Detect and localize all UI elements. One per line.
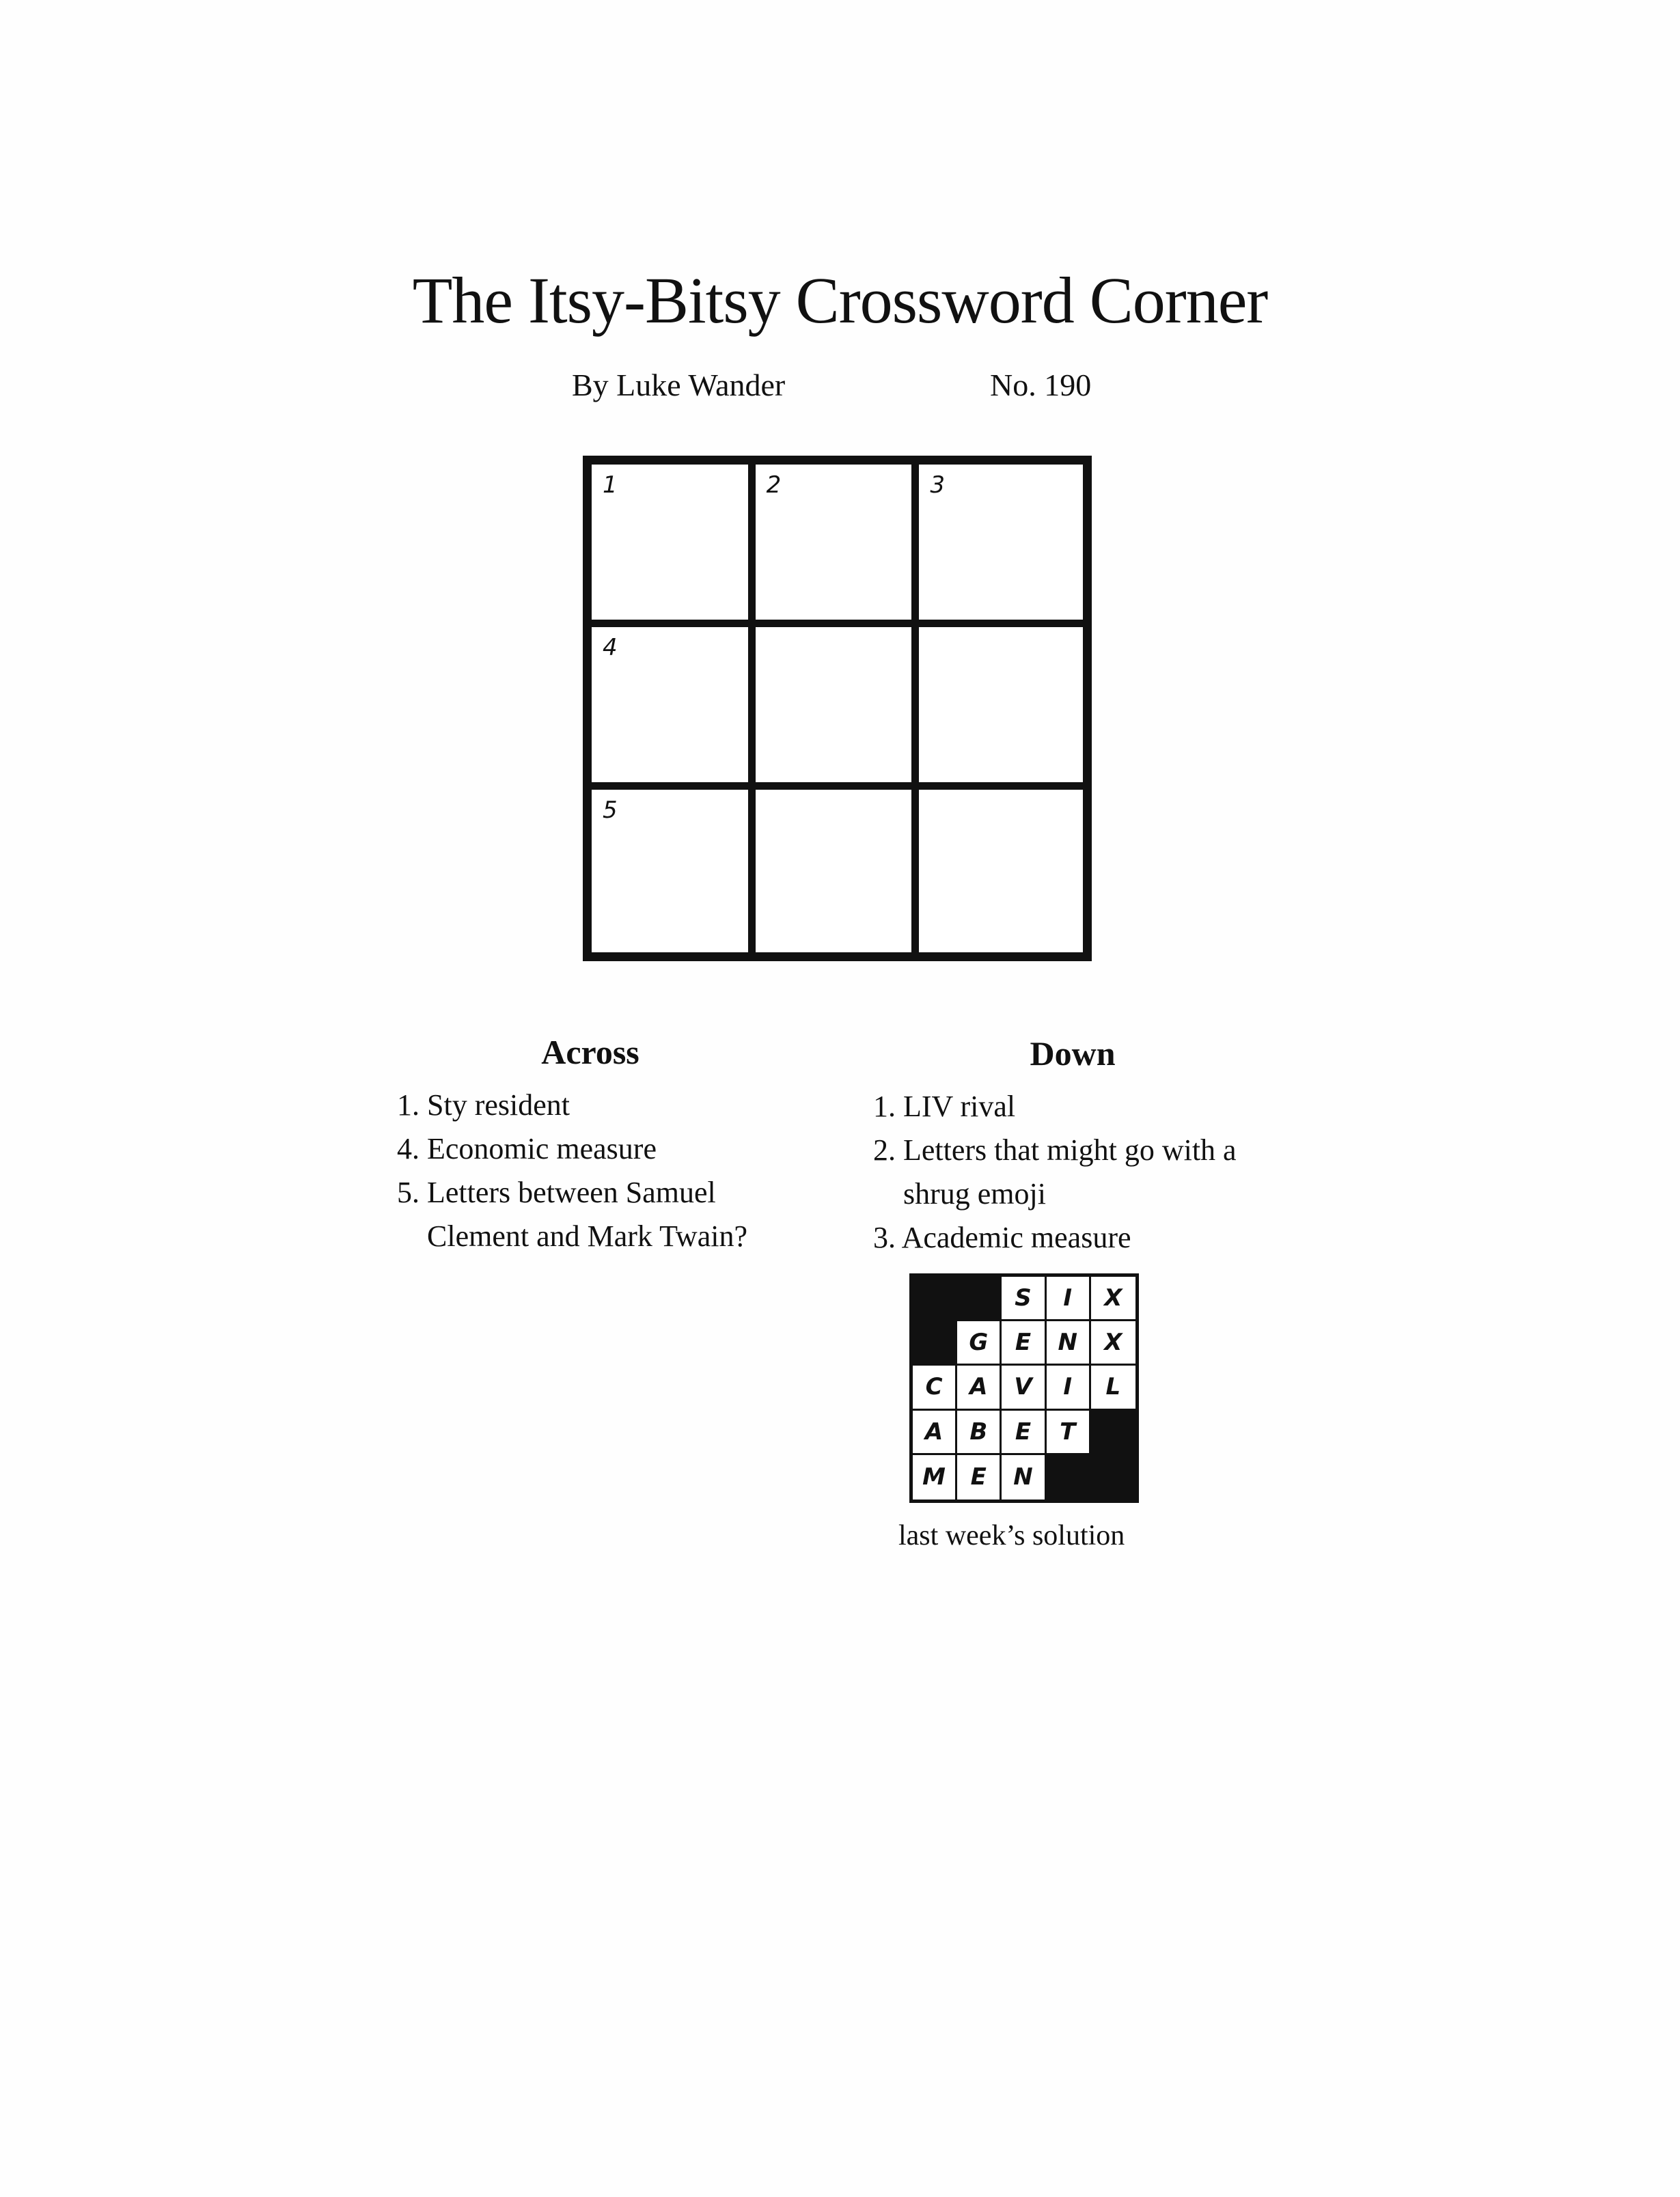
solution-letter-cell: A — [957, 1366, 1002, 1410]
solution-letter-cell: X — [1091, 1321, 1135, 1366]
cell-number: 4 — [603, 634, 618, 661]
solution-letter-cell: N — [1047, 1321, 1091, 1366]
grid-cell[interactable] — [756, 465, 920, 627]
solution-black-cell — [913, 1277, 957, 1321]
solution-letter-cell: I — [1047, 1277, 1091, 1321]
author-byline: By Luke Wander — [572, 368, 786, 402]
grid-cell[interactable] — [919, 465, 1083, 627]
grid-cell[interactable] — [592, 790, 756, 952]
down-clue: 3. Academic measure — [873, 1221, 1131, 1254]
across-clue: 1. Sty resident — [397, 1088, 570, 1122]
grid-cell[interactable] — [756, 790, 920, 952]
grid-cell[interactable] — [919, 627, 1083, 790]
crossword-grid — [583, 456, 1092, 961]
puzzle-title: The Itsy-Bitsy Crossword Corner — [412, 264, 1268, 337]
solution-letter-cell: S — [1002, 1277, 1046, 1321]
solution-black-cell — [1091, 1411, 1135, 1455]
solution-letter-cell: X — [1091, 1277, 1135, 1321]
grid-cell[interactable] — [592, 465, 756, 627]
down-clue: 1. LIV rival — [873, 1090, 1016, 1123]
cell-number: 3 — [930, 471, 945, 499]
solution-letter-cell: A — [913, 1411, 957, 1455]
solution-letter-cell: M — [913, 1455, 957, 1500]
solution-black-cell — [913, 1321, 957, 1366]
cell-number: 2 — [766, 471, 782, 499]
solution-letter-cell: B — [957, 1411, 1002, 1455]
solution-letter-cell: T — [1047, 1411, 1091, 1455]
across-clue: 5. Letters between Samuel Clement and Mark Twain? — [397, 1176, 747, 1253]
solution-letter-cell: V — [1002, 1366, 1046, 1410]
grid-cell[interactable] — [919, 790, 1083, 952]
down-heading: Down — [1030, 1034, 1116, 1073]
across-heading: Across — [541, 1033, 639, 1071]
grid-cell[interactable] — [592, 627, 756, 790]
cell-number: 5 — [603, 797, 618, 824]
solution-letter-cell: C — [913, 1366, 957, 1410]
across-clue: 4. Economic measure — [397, 1132, 657, 1165]
grid-cell[interactable] — [756, 627, 920, 790]
across-clue-list — [397, 1083, 807, 1258]
solution-letter-cell: I — [1047, 1366, 1091, 1410]
solution-letter-cell: L — [1091, 1366, 1135, 1410]
solution-black-cell — [1047, 1455, 1091, 1500]
cell-number: 1 — [603, 471, 618, 499]
solution-letter-cell: E — [957, 1455, 1002, 1500]
solution-caption: last week’s solution — [898, 1520, 1125, 1551]
solution-letter-cell: E — [1002, 1321, 1046, 1366]
solution-letter-cell: G — [957, 1321, 1002, 1366]
down-clue-list — [873, 1085, 1269, 1260]
issue-number: No. 190 — [990, 368, 1092, 402]
down-clue: 2. Letters that might go with a shrug emoji — [873, 1133, 1237, 1211]
solution-black-cell — [1091, 1455, 1135, 1500]
last-week-solution-grid — [909, 1273, 1139, 1503]
solution-letter-cell: N — [1002, 1455, 1046, 1500]
solution-black-cell — [957, 1277, 1002, 1321]
solution-letter-cell: E — [1002, 1411, 1046, 1455]
